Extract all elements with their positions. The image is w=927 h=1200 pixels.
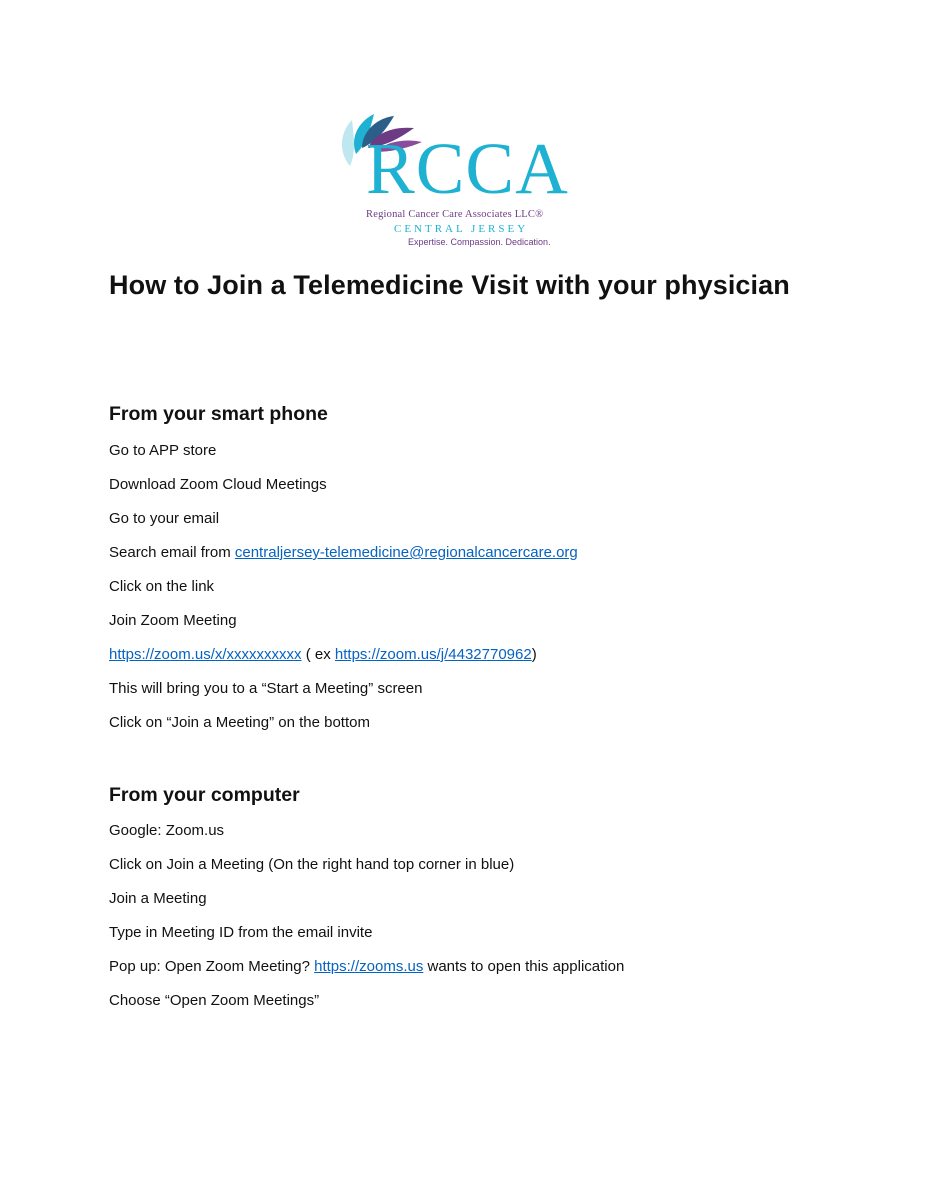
zoom-link-separator: ( ex [301,646,335,663]
step-app-store: Go to APP store [109,442,217,459]
step-popup [109,958,624,975]
step-click-join-bottom: Click on “Join a Meeting” on the bottom [109,714,370,731]
logo-wordmark: RCCA [366,128,569,209]
step-download-zoom: Download Zoom Cloud Meetings [109,476,327,493]
zoom-template-link[interactable]: https://zoom.us/x/xxxxxxxxxx [109,646,302,663]
step-start-meeting-screen: This will bring you to a “Start a Meeting” screen [109,680,423,697]
zoom-link-close: ) [531,646,537,663]
step-go-to-email: Go to your email [109,510,220,527]
popup-prefix: Pop up: Open Zoom Meeting? [109,958,315,975]
step-choose-open-zoom: Choose “Open Zoom Meetings” [109,992,320,1009]
step-type-meeting-id: Type in Meeting ID from the email invite [109,924,373,941]
step-google-zoom: Google: Zoom.us [109,822,225,839]
rcca-logo [336,108,598,250]
logo-company-name: Regional Cancer Care Associates LLC® [366,209,544,220]
step-zoom-links [109,646,537,663]
step-click-link: Click on the link [109,578,215,595]
step-join-zoom-meeting: Join Zoom Meeting [109,612,237,629]
zoom-example-link[interactable]: https://zoom.us/j/4432770962 [334,646,532,663]
step-search-email [109,544,578,561]
step-click-join-meeting: Click on Join a Meeting (On the right hand top corner in blue) [109,856,515,873]
logo-region: CENTRAL JERSEY [394,223,529,235]
zooms-us-link[interactable]: https://zooms.us [314,958,424,975]
smart-phone-heading: From your smart phone [109,403,328,425]
search-email-prefix: Search email from [109,544,235,561]
popup-suffix: wants to open this application [423,958,625,975]
page-title: How to Join a Telemedicine Visit with your physician [109,270,790,300]
step-join-a-meeting: Join a Meeting [109,890,207,907]
logo-tagline: Expertise. Compassion. Dedication. [408,237,551,247]
computer-heading: From your computer [109,784,300,806]
telemedicine-email-link[interactable]: centraljersey-telemedicine@regionalcancercare.org [234,544,578,561]
